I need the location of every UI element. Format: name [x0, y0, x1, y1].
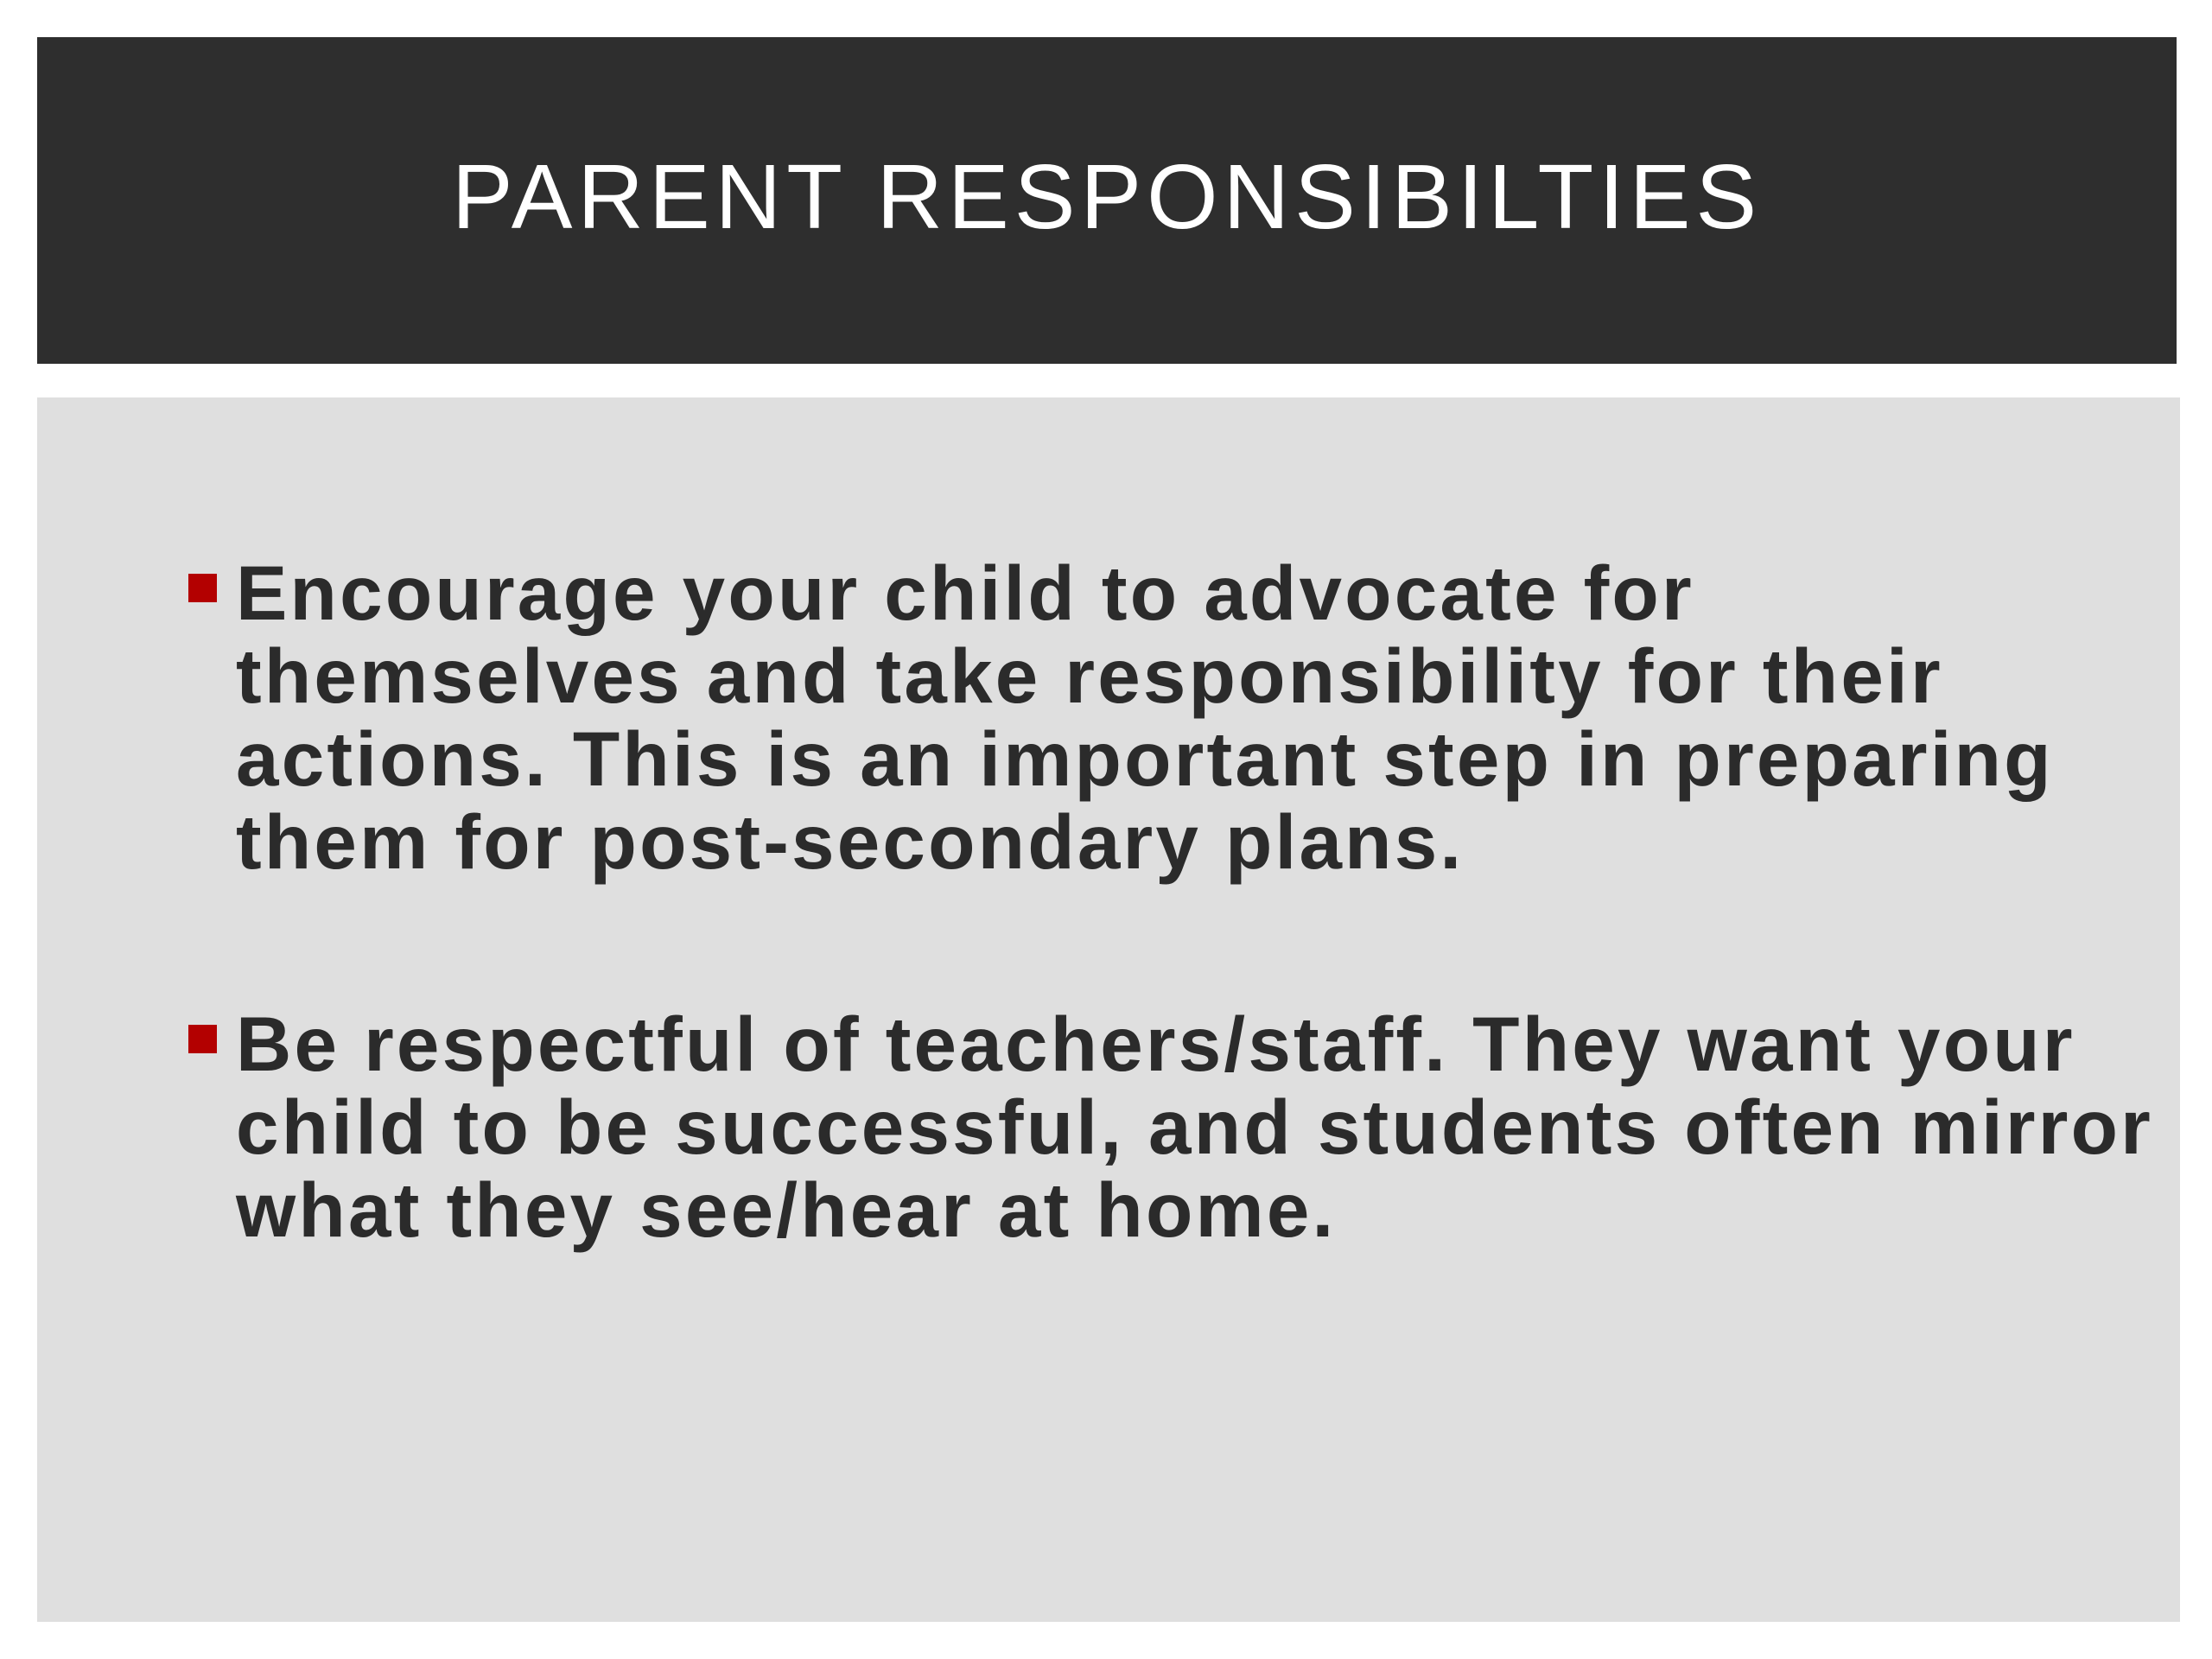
slide-title: PARENT RESPONSIBILTIES: [451, 145, 1763, 248]
bullet-list: [149, 551, 2163, 1251]
bullet-item: [149, 1002, 2163, 1251]
content-box: [37, 397, 2180, 1622]
bullet-text: Be respectful of teachers/staff. They want your child to be successful, and students often mirror what they see/hear at home.: [236, 1001, 2153, 1253]
square-bullet-icon: [188, 1025, 217, 1053]
square-bullet-icon: [188, 574, 217, 602]
title-bar: [37, 37, 2177, 364]
bullet-text: Encourage your child to advocate for themselves and take responsibility for their actions. This is an important step in preparing them for post-secondary plans.: [236, 550, 2054, 885]
bullet-item: [149, 551, 2163, 883]
